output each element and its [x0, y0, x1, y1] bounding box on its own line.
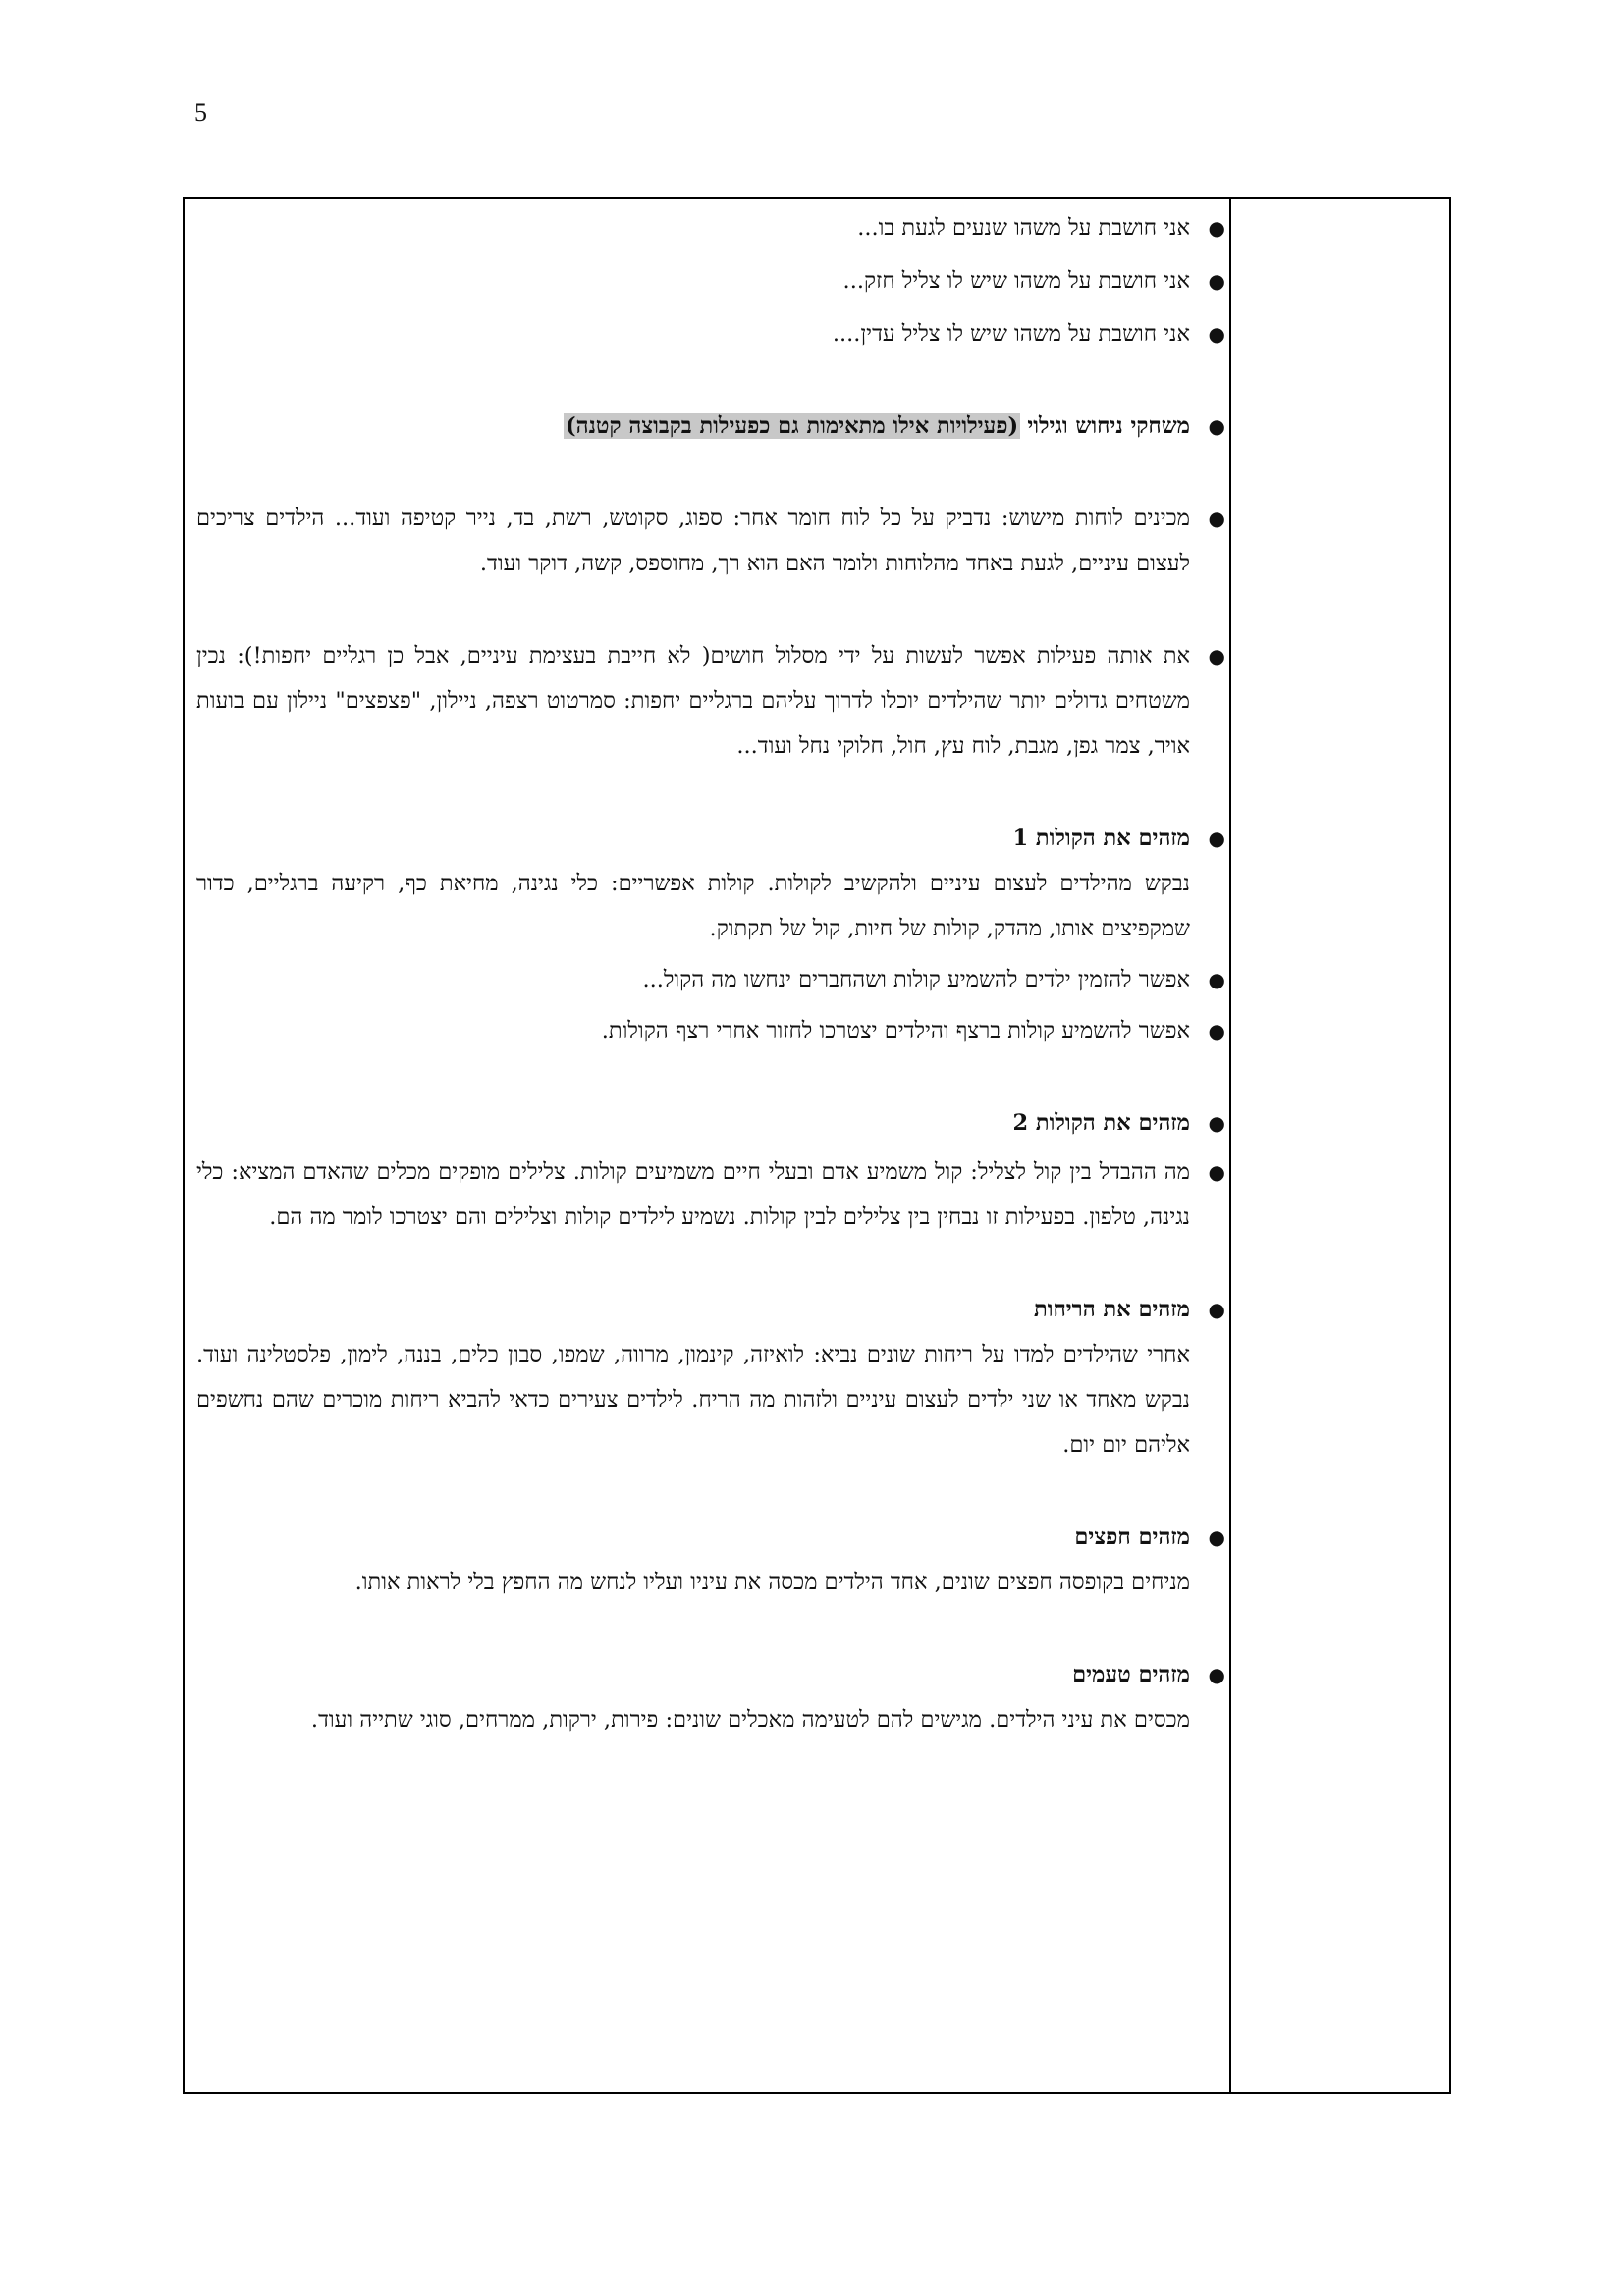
bullet-icon: ● [1208, 507, 1225, 530]
item-text: אפשר להזמין ילדים להשמיע קולות ושהחברים ינחשו מה הקול... [642, 967, 1190, 992]
list-item [196, 496, 1225, 586]
item-text: מכינים לוחות מישוש: נדביק על כל לוח חומר אחר: ספוג, סקוטש, רשת, בד, נייר קטיפה ועוד... הילדים צריכים לעצום עיניים, לגעת באחד מהלוחות ולומר האם הוא רך, מחוספס, קשה, דוקר ועוד. [196, 506, 1190, 576]
bullet-icon: ● [1208, 1019, 1225, 1042]
list-item [196, 1652, 1225, 1742]
list-item [196, 816, 1225, 951]
list-item [196, 311, 1225, 356]
bullet-icon: ● [1208, 644, 1225, 667]
item-text: נבקש מהילדים לעצום עיניים ולהקשיב לקולות. קולות אפשריים: כלי נגינה, מחיאת כף, רקיעה ברגליים, כדור שמקפיצים אותו, מהדק, קולות של חיות, קול של תקתוק. [196, 871, 1190, 941]
item-text: אפשר להשמיע קולות ברצף והילדים יצטרכו לחזור אחרי רצף הקולות. [601, 1018, 1190, 1043]
item-text: אני חושבת על משהו שיש לו צליל עדין.... [832, 321, 1190, 347]
item-text: את אותה פעילות אפשר לעשות על ידי מסלול חושים( לא חייבת בעצימת עיניים, אבל כן רגליים יחפות!): נכין משטחים גדולים יותר שהילדים יוכלו לדרוך עליהם ברגליים יחפות: סמרטוט רצפה, ניילון, "פצפצים" ניילון עם בועות אויר, צמר גפן, מגבת, לוח עץ, חול, חלוקי נחל ועוד... [196, 643, 1190, 759]
item-text: אני חושבת על משהו שיש לו צליל חזק... [842, 268, 1190, 294]
item-text: מכסים את עיני הילדים. מגישים להם לטעימה מאכלים שונים: פירות, ירקות, ממרחים, סוגי שתייה ועוד. [310, 1707, 1190, 1733]
bullet-icon: ● [1208, 414, 1225, 438]
list-item [196, 633, 1225, 769]
item-heading [196, 403, 1190, 449]
item-text: מניחים בקופסה חפצים שונים, אחד הילדים מכסה את עיניו ועליו לנחש מה החפץ בלי לראות אותו. [354, 1570, 1190, 1595]
section-title: מזהים את הקולות 2 [1012, 1110, 1190, 1136]
bullet-icon: ● [1208, 1525, 1225, 1549]
section-title: משחקי ניחוש וגילוי [1027, 413, 1190, 439]
section-title: מזהים את הריחות [1033, 1297, 1190, 1322]
bullet-icon: ● [1208, 827, 1225, 850]
page-number: 5 [194, 98, 207, 127]
bullet-icon: ● [1208, 322, 1225, 346]
content-table [183, 197, 1451, 2094]
list-item [196, 957, 1225, 1002]
list-item [196, 403, 1225, 449]
side-column-cell [1231, 199, 1449, 2092]
list-item [196, 1515, 1225, 1605]
bullet-icon: ● [1208, 1111, 1225, 1135]
list-item [196, 1149, 1225, 1240]
list-item [196, 205, 1225, 250]
section-title: מזהים את הקולות 1 [1012, 826, 1190, 851]
section-title: מזהים חפצים [1074, 1524, 1190, 1550]
bullet-icon: ● [1208, 216, 1225, 240]
list-item [196, 1008, 1225, 1053]
item-text: מה ההבדל בין קול לצליל: קול משמיע אדם ובעלי חיים משמיעים קולות. צלילים מופקים מכלים שהאדם המציא: כלי נגינה, טלפון. בפעילות זו נבחין בין צלילים לבין קולות. נשמיע לילדים קולות וצלילים והם יצטרכו לומר מה הם. [196, 1159, 1190, 1230]
list-item [196, 258, 1225, 303]
item-text: אני חושבת על משהו שנעים לגעת בו... [857, 215, 1190, 240]
bullet-icon: ● [1208, 1663, 1225, 1686]
bullet-icon: ● [1208, 269, 1225, 293]
highlighted-note: (פעילויות אילו מתאימות גם כפעילות בקבוצה קטנה) [566, 413, 1019, 439]
bullet-icon: ● [1208, 1160, 1225, 1184]
item-text: אחרי שהילדים למדו על ריחות שונים נביא: לואיזה, קינמון, מרווה, שמפו, סבון כלים, בננה, לימון, פלסטלינה ועוד. נבקש מאחד או שני ילדים לעצום עיניים ולזהות מה הריח. לילדים צעירים כדאי להביא ריחות מוכרים שהם נחשפים אליהם יום יום. [196, 1342, 1190, 1458]
list-item [196, 1100, 1225, 1146]
list-item [196, 1287, 1225, 1468]
section-title: מזהים טעמים [1072, 1662, 1190, 1687]
bullet-icon: ● [1208, 968, 1225, 991]
main-column-cell [196, 199, 1225, 1742]
bullet-icon: ● [1208, 1298, 1225, 1321]
